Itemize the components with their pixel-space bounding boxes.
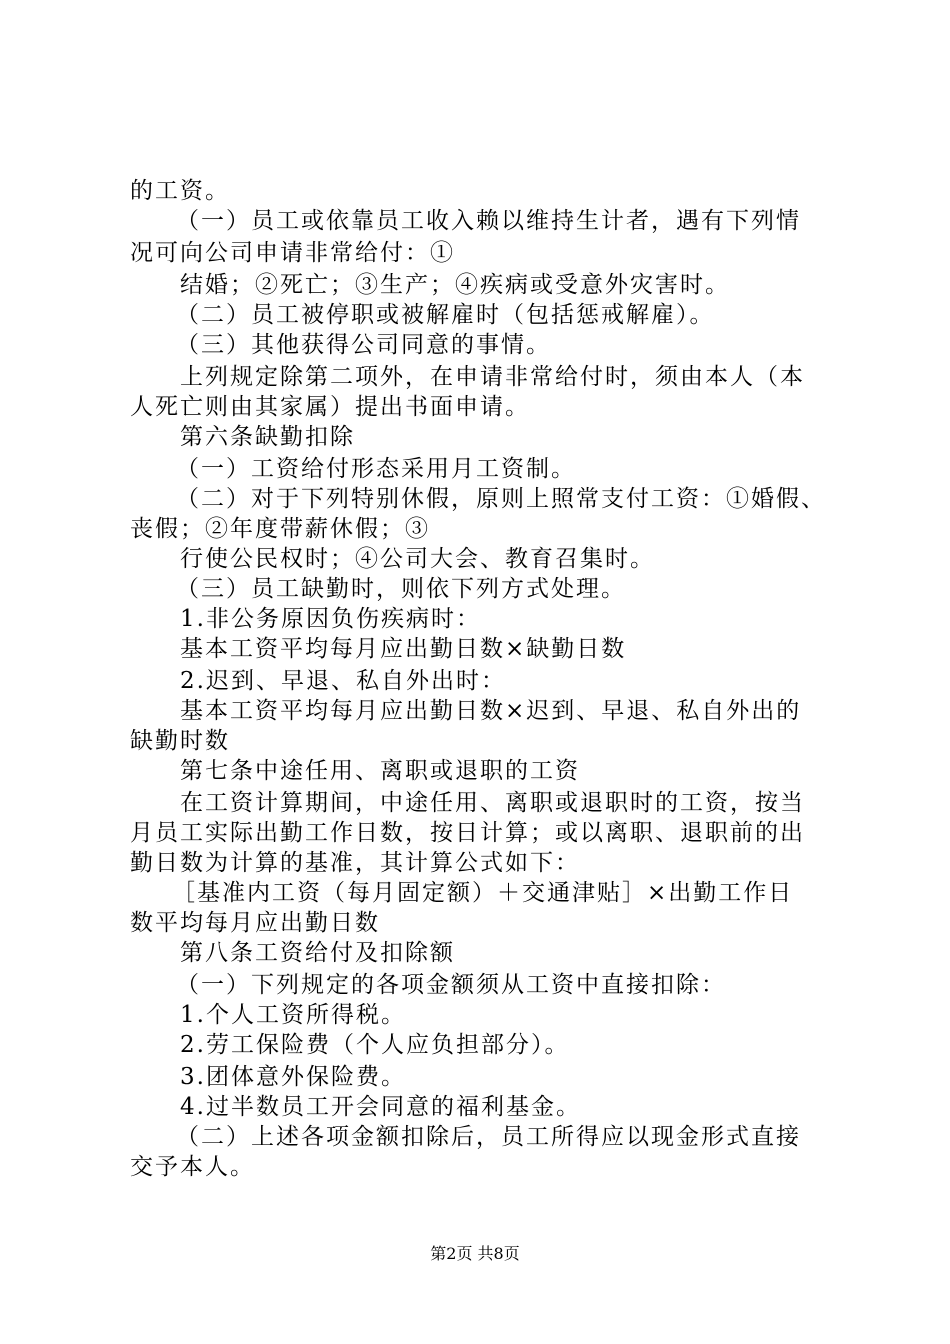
text-line: 交予本人。 — [130, 1154, 255, 1180]
text-line: 的工资。 — [130, 178, 230, 204]
text-line: （二）员工被停职或被解雇时（包括惩戒解雇）。 — [176, 302, 715, 328]
text-line: 丧假；②年度带薪休假；③ — [130, 516, 430, 542]
text-line: （二）上述各项金额扣除后，员工所得应以现金形式直接 — [176, 1124, 801, 1150]
text-line: 结婚；②死亡；③生产；④疾病或受意外灾害时。 — [180, 272, 730, 298]
section-heading: 第六条缺勤扣除 — [180, 424, 355, 450]
text-line: 月员工实际出勤工作日数，按日计算；或以离职、退职前的出 — [130, 820, 805, 846]
text-line: 人死亡则由其家属）提出书面申请。 — [130, 394, 530, 420]
formula-line: 基本工资平均每月应出勤日数×缺勤日数 — [180, 636, 627, 662]
formula-line: ［基准内工资（每月固定额）＋交通津贴］×出勤工作日 — [172, 880, 794, 906]
text-line: 行使公民权时；④公司大会、教育召集时。 — [180, 546, 655, 572]
text-line: 数平均每月应出勤日数 — [130, 910, 380, 936]
text-line: 2.迟到、早退、私自外出时： — [180, 668, 506, 694]
section-heading: 第八条工资给付及扣除额 — [180, 940, 455, 966]
text-line: 2.劳工保险费（个人应负担部分）。 — [180, 1032, 570, 1058]
text-line: 缺勤时数 — [130, 728, 230, 754]
text-line: 1.非公务原因负伤疾病时： — [180, 606, 481, 632]
text-line: 勤日数为计算的基准，其计算公式如下： — [130, 850, 580, 876]
text-line: 上列规定除第二项外，在申请非常给付时，须由本人（本 — [180, 364, 805, 390]
text-line: 3.团体意外保险费。 — [180, 1064, 406, 1090]
page-number-footer: 第2页 共8页 — [430, 1244, 520, 1263]
text-line: （一）工资给付形态采用月工资制。 — [176, 456, 576, 482]
section-heading: 第七条中途任用、离职或退职的工资 — [180, 758, 580, 784]
text-line: 4.过半数员工开会同意的福利基金。 — [180, 1094, 581, 1120]
text-line: （三）其他获得公司同意的事情。 — [176, 332, 551, 358]
text-line: （一）员工或依靠员工收入赖以维持生计者，遇有下列情 — [176, 208, 801, 234]
text-line: （二）对于下列特别休假，原则上照常支付工资：①婚假、 — [176, 486, 826, 512]
formula-line: 基本工资平均每月应出勤日数×迟到、早退、私自外出的 — [180, 698, 802, 724]
text-line: 况可向公司申请非常给付：① — [130, 240, 455, 266]
text-line: （三）员工缺勤时，则依下列方式处理。 — [176, 576, 626, 602]
text-line: 1.个人工资所得税。 — [180, 1002, 406, 1028]
text-line: 在工资计算期间，中途任用、离职或退职时的工资，按当 — [180, 790, 805, 816]
text-line: （一）下列规定的各项金额须从工资中直接扣除： — [176, 972, 726, 998]
